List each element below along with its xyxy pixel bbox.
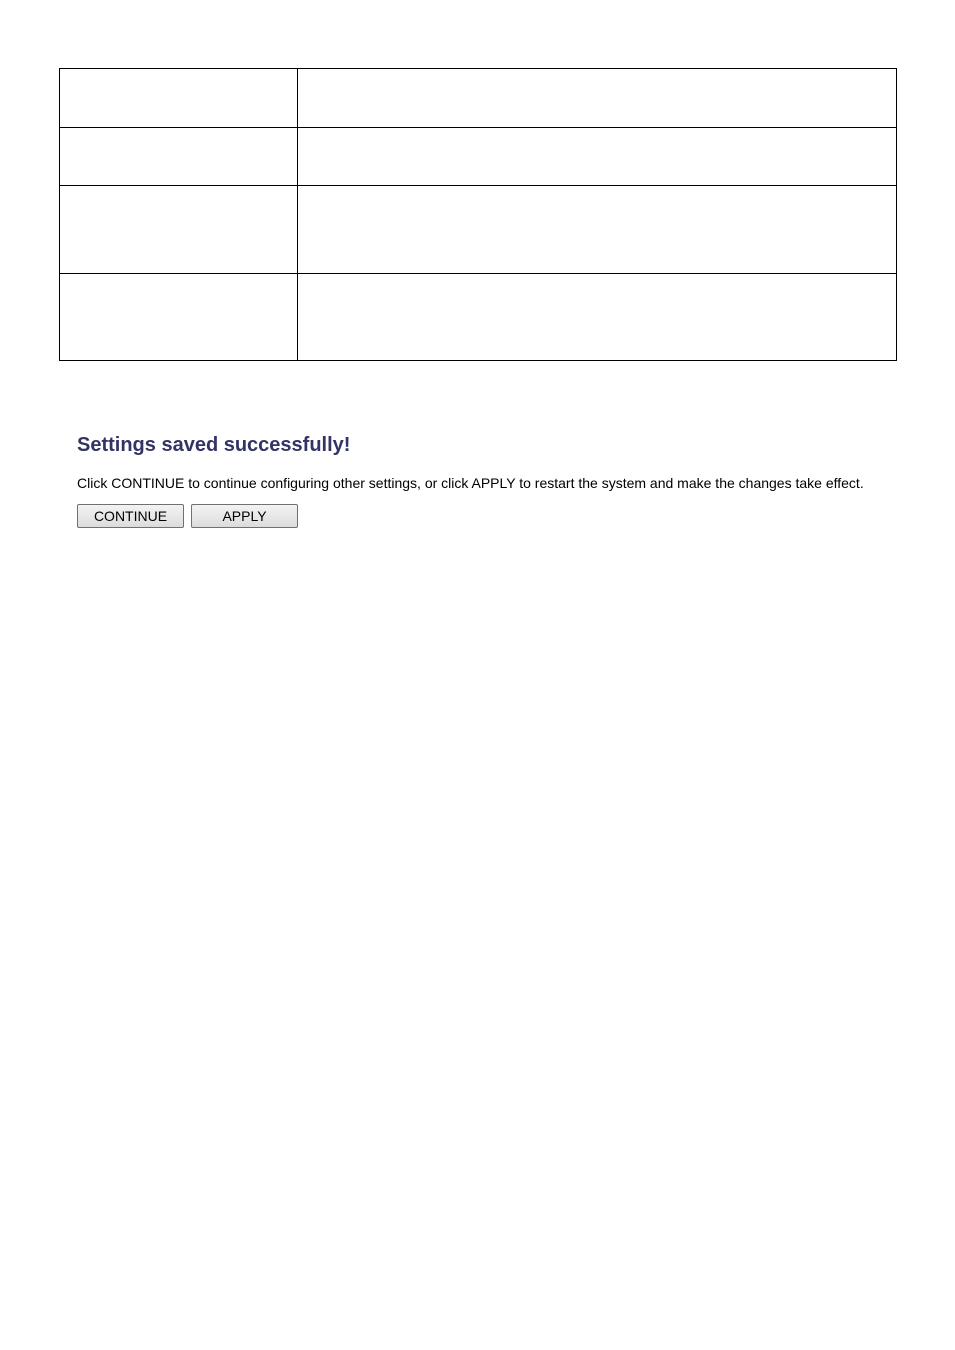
table-cell-value: [298, 274, 897, 361]
table-cell-label: [60, 69, 298, 128]
table-cell-value: [298, 128, 897, 186]
apply-button[interactable]: APPLY: [191, 504, 298, 528]
table-row: [60, 69, 897, 128]
table-cell-label: [60, 186, 298, 274]
continue-button[interactable]: CONTINUE: [77, 504, 184, 528]
save-result-panel: [77, 430, 907, 528]
table-row: [60, 186, 897, 274]
table-cell-value: [298, 69, 897, 128]
result-message: Click CONTINUE to continue configuring other settings, or click APPLY to restart the system and make the changes take effect.: [77, 475, 864, 491]
table-row: [60, 274, 897, 361]
table-row: [60, 128, 897, 186]
button-row: [77, 504, 907, 528]
page-title: Settings saved successfully!: [77, 434, 351, 456]
table-cell-value: [298, 186, 897, 274]
table-cell-label: [60, 274, 298, 361]
table-cell-label: [60, 128, 298, 186]
settings-table: [59, 68, 897, 361]
